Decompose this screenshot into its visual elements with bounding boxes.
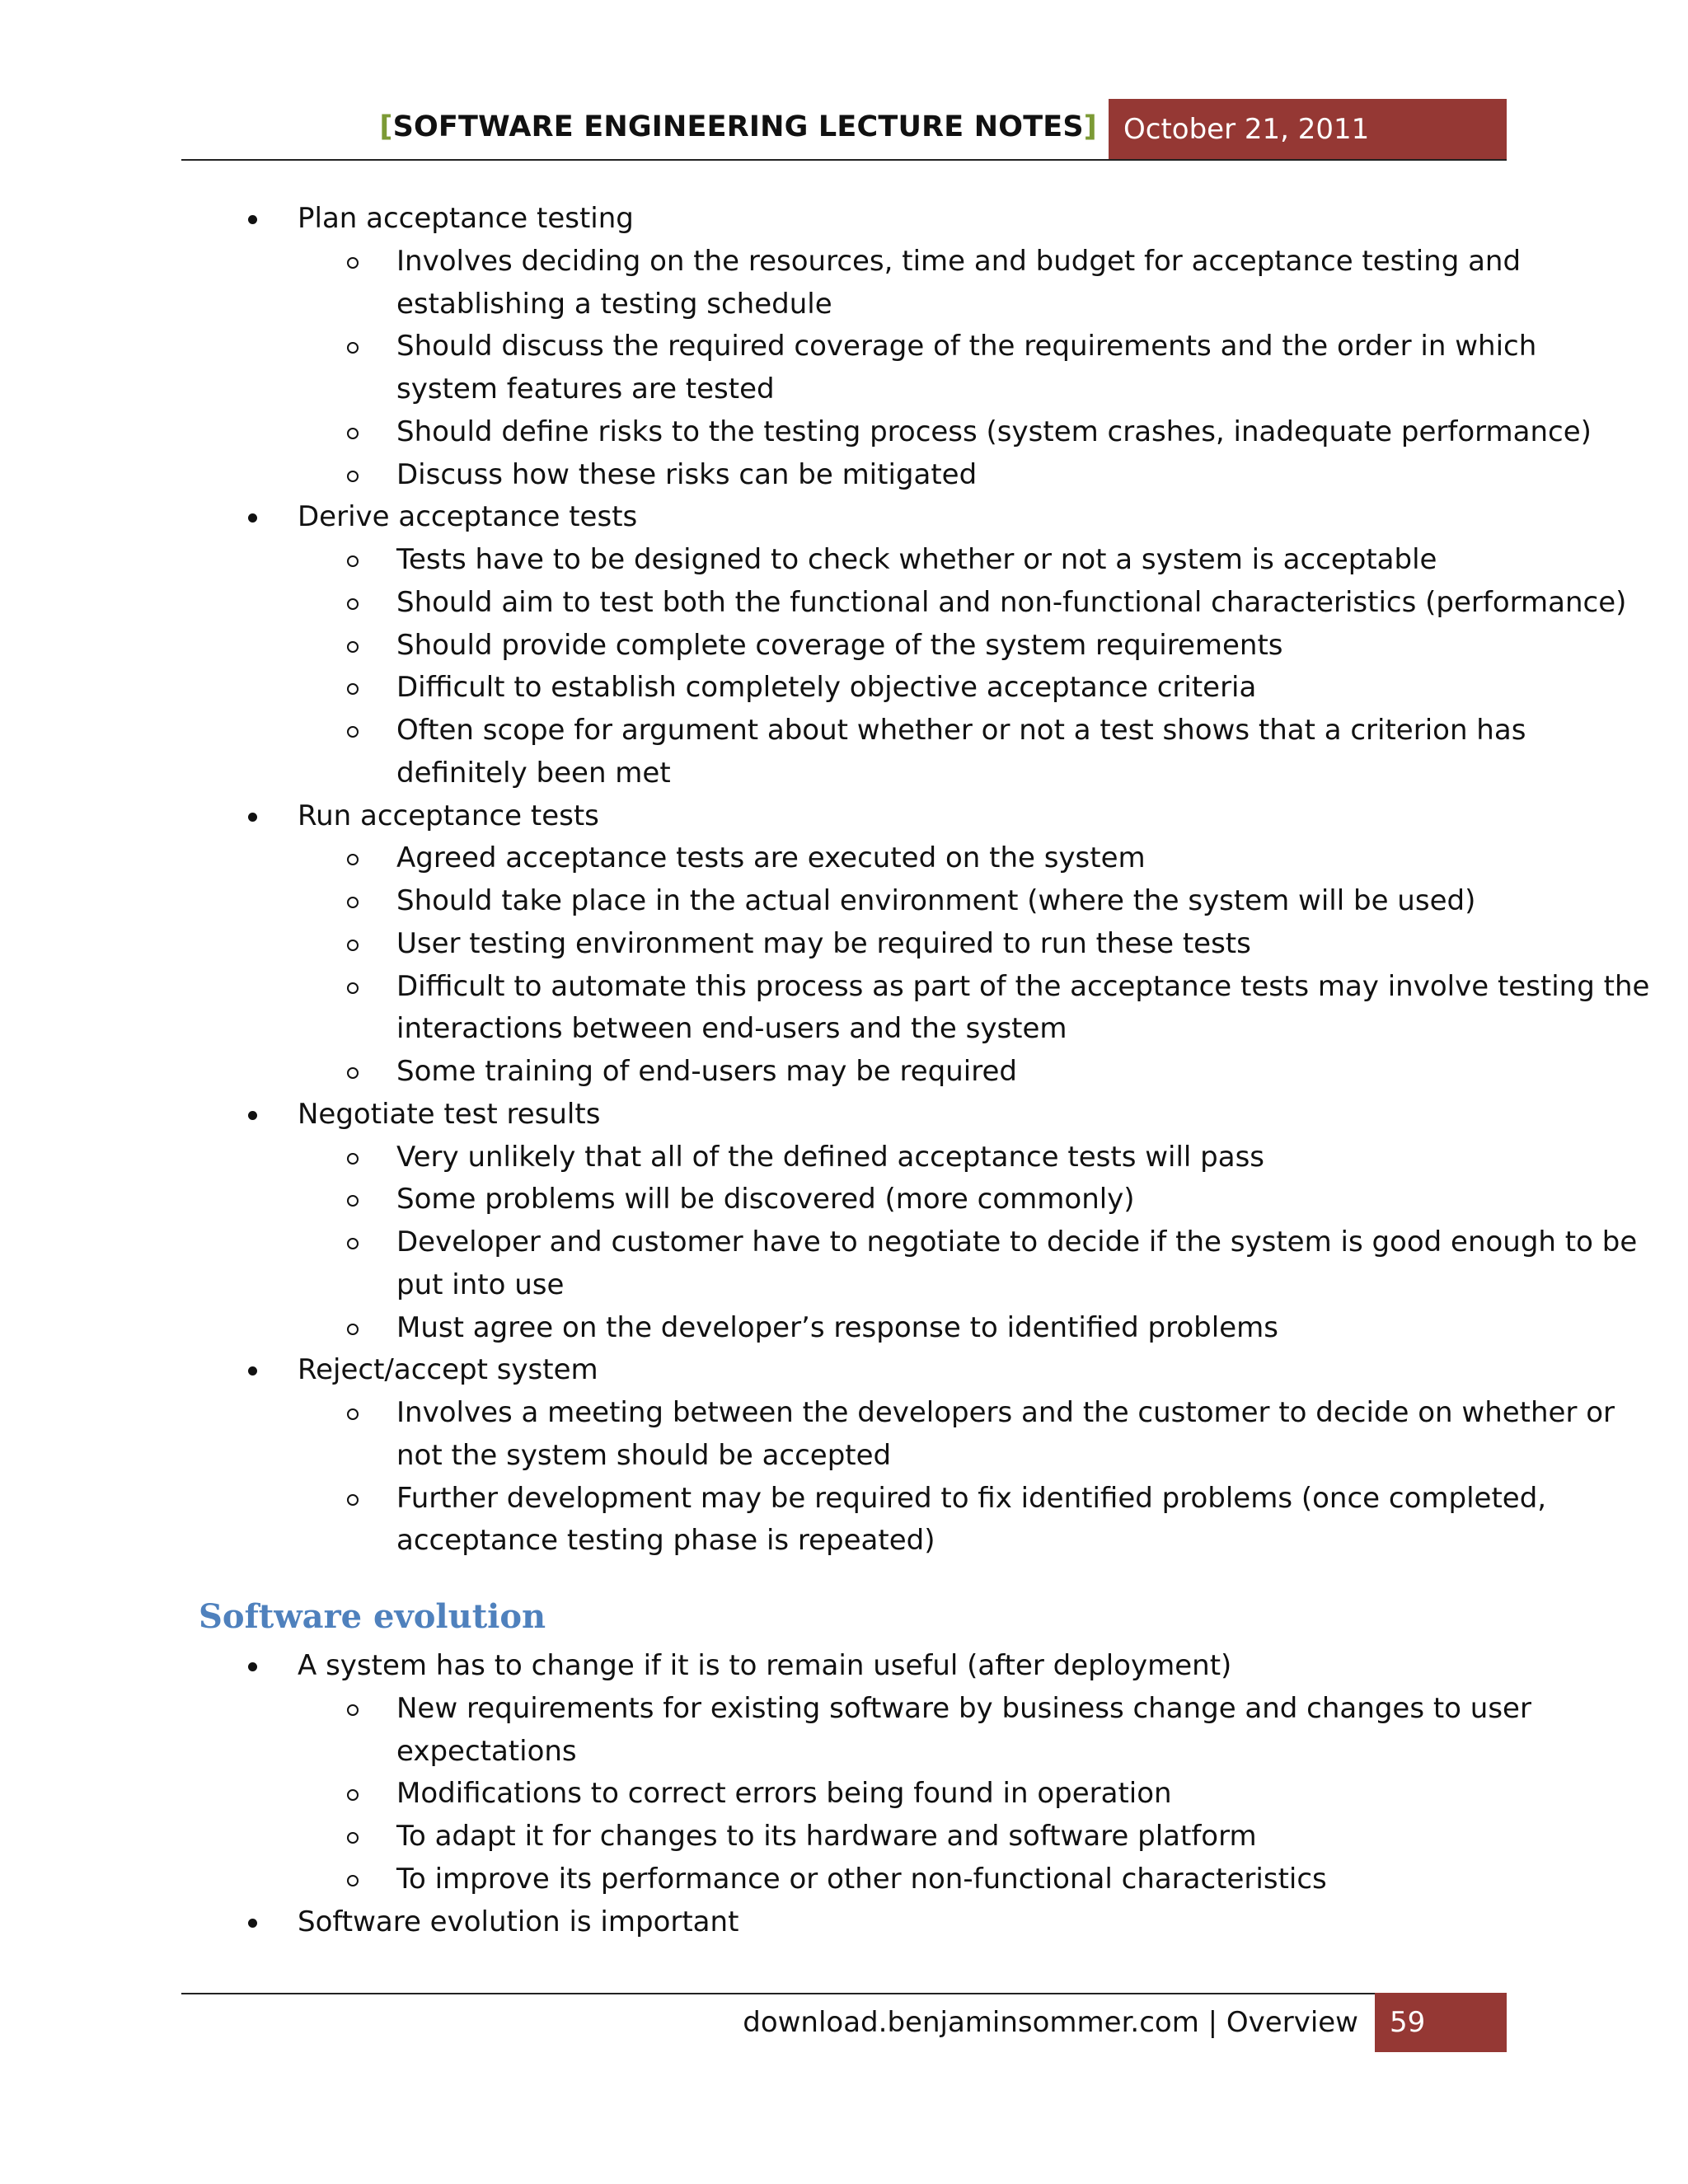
sub-bullet-icon (347, 471, 359, 482)
sub-bullet-icon (347, 1067, 359, 1079)
sub-bullet-icon (347, 1832, 359, 1844)
section-heading: Software evolution (199, 1597, 546, 1636)
sub-list-item: Developer and customer have to negotiate to decide if the system is good enough to be (396, 1226, 1638, 1258)
header-rule (181, 159, 1507, 161)
sub-list-item: Often scope for argument about whether or not a test shows that a criterion has (396, 714, 1526, 747)
sub-list-item: acceptance testing phase is repeated) (396, 1524, 935, 1558)
sub-bullet-icon (347, 726, 359, 738)
sub-list-item: Must agree on the developer’s response to identified problems (396, 1310, 1278, 1344)
list-item: Software evolution is important (298, 1905, 739, 1938)
sub-bullet-icon (347, 854, 359, 865)
sub-list-item: Tests have to be designed to check whether or not a system is acceptable (396, 543, 1437, 576)
bullet-icon (248, 1919, 257, 1928)
sub-list-item: To improve its performance or other non-functional characteristics (396, 1862, 1327, 1896)
list-item: Derive acceptance tests (298, 500, 638, 534)
sub-list-item: User testing environment may be required to run these tests (396, 926, 1251, 960)
sub-bullet-icon (347, 1195, 359, 1207)
sub-bullet-icon (347, 342, 359, 354)
sub-list-item: To adapt it for changes to its hardware and software platform (396, 1820, 1257, 1853)
sub-bullet-icon (347, 1238, 359, 1249)
sub-bullet-icon (347, 897, 359, 908)
sub-list-item: New requirements for existing software by business change and changes to user (396, 1691, 1531, 1725)
sub-list-item: Involves a meeting between the developers and the customer to decide on whether or (396, 1396, 1615, 1429)
header-bracket-open: [ (379, 110, 393, 143)
header-bracket-close: ] (1083, 110, 1097, 143)
sub-list-item: Further development may be required to fix identified problems (once completed, (396, 1481, 1547, 1515)
sub-list-item: expectations (396, 1734, 577, 1768)
sub-list-item: Should provide complete coverage of the system requirements (396, 628, 1283, 662)
sub-list-item: not the system should be accepted (396, 1438, 892, 1472)
page-header (181, 99, 1507, 160)
sub-bullet-icon (347, 1494, 359, 1506)
sub-list-item: definitely been met (396, 756, 671, 790)
sub-list-item: Should discuss the required coverage of the requirements and the order in which (396, 330, 1537, 363)
list-item: Plan acceptance testing (298, 202, 634, 235)
sub-list-item: establishing a testing schedule (396, 287, 832, 321)
bullet-icon (248, 513, 257, 523)
sub-bullet-icon (347, 1324, 359, 1335)
sub-bullet-icon (347, 555, 359, 567)
bullet-icon (248, 813, 257, 822)
sub-bullet-icon (347, 982, 359, 994)
sub-bullet-icon (347, 683, 359, 695)
list-item: A system has to change if it is to remain useful (after deployment) (298, 1649, 1232, 1682)
sub-bullet-icon (347, 1875, 359, 1886)
footer-rule (181, 1993, 1507, 1994)
sub-bullet-icon (347, 598, 359, 610)
sub-bullet-icon (347, 641, 359, 653)
sub-list-item: Difficult to automate this process as part of the acceptance tests may involve testing the (396, 969, 1650, 1003)
sub-bullet-icon (347, 428, 359, 439)
sub-list-item: Involves deciding on the resources, time and budget for acceptance testing and (396, 244, 1522, 278)
header-title (379, 110, 1097, 143)
footer-text: download.benjaminsommer.com | Overview (743, 2006, 1358, 2039)
sub-bullet-icon (347, 1789, 359, 1801)
sub-bullet-icon (347, 940, 359, 951)
sub-bullet-icon (347, 1408, 359, 1420)
bullet-icon (248, 1662, 257, 1671)
sub-list-item: system features are tested (396, 373, 775, 405)
sub-bullet-icon (347, 1153, 359, 1165)
sub-list-item: Should take place in the actual environment (where the system will be used) (396, 884, 1476, 917)
header-date: October 21, 2011 (1109, 99, 1507, 160)
page-number: 59 (1375, 1993, 1507, 2052)
sub-list-item: interactions between end-users and the system (396, 1012, 1067, 1046)
sub-list-item: Should aim to test both the functional and non-functional characteristics (performance) (396, 585, 1627, 619)
list-item: Run acceptance tests (298, 799, 599, 832)
sub-list-item: Discuss how these risks can be mitigated (396, 457, 978, 491)
list-item: Reject/accept system (298, 1353, 598, 1387)
bullet-icon (248, 1366, 257, 1376)
page-footer (181, 1993, 1507, 2052)
header-title-text: SOFTWARE ENGINEERING LECTURE NOTES (392, 110, 1084, 143)
list-item: Negotiate test results (298, 1097, 601, 1131)
sub-list-item: Some training of end-users may be required (396, 1055, 1017, 1088)
sub-list-item: Modifications to correct errors being found in operation (396, 1777, 1172, 1811)
sub-list-item: Difficult to establish completely objective acceptance criteria (396, 671, 1257, 705)
sub-list-item: Agreed acceptance tests are executed on the system (396, 841, 1146, 875)
bullet-icon (248, 1111, 257, 1120)
sub-bullet-icon (347, 1704, 359, 1716)
sub-list-item: put into use (396, 1268, 565, 1301)
sub-bullet-icon (347, 257, 359, 269)
bullet-icon (248, 215, 257, 224)
sub-list-item: Should define risks to the testing process (system crashes, inadequate performance) (396, 415, 1592, 448)
sub-list-item: Very unlikely that all of the defined acceptance tests will pass (396, 1140, 1265, 1174)
sub-list-item: Some problems will be discovered (more commonly) (396, 1183, 1135, 1216)
